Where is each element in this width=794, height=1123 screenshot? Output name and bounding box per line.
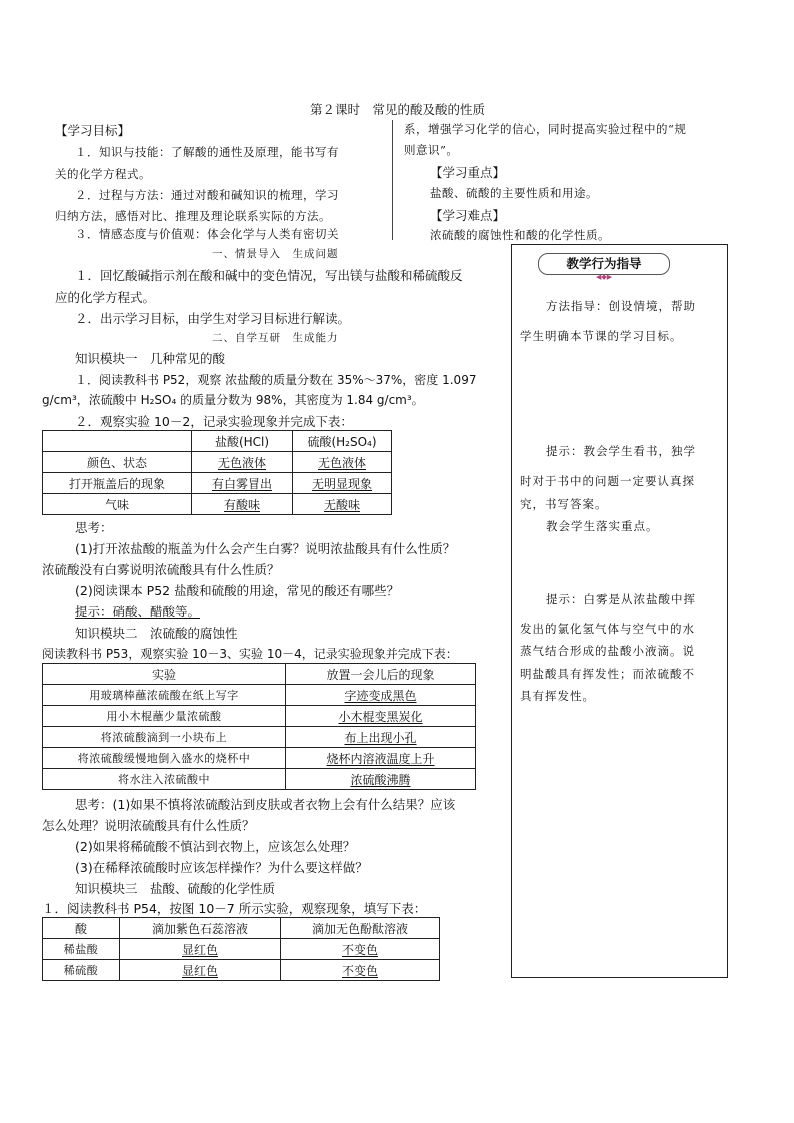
table-header-cell: 放置一会儿后的现象 [286,664,476,685]
goal-text-line: ３．情感态度与价值观：体会化学与人类有密切关 [75,227,339,241]
table-cell: 颜色、状态 [43,452,192,473]
question-line: (1)打开浓盐酸的瓶盖为什么会产生白雾？说明浓盐酸具有什么性质？ [75,541,456,556]
table-cell: 气味 [43,494,192,515]
page-title: 第２课时 常见的酸及酸的性质 [310,102,486,117]
key-point-text: 盐酸、硫酸的主要性质和用途。 [430,186,598,200]
table-cell: 将浓硫酸滴到一小块布上 [43,727,286,748]
difficulty-heading: 【学习难点】 [430,208,506,223]
module-title: 知识模块一 几种常见的酸 [75,351,226,366]
table-row [43,939,440,960]
answer-cell: 布上出现小孔 [286,727,476,748]
table-cell: 用玻璃棒蘸浓硫酸在纸上写字 [43,685,286,706]
guide-text-line: 究，书写答案。 [520,497,608,511]
guide-text-line: 明盐酸具有挥发性；而浓硫酸不 [520,667,695,681]
table-row [43,748,476,769]
teaching-guide-badge: 教学行为指导 [538,253,670,275]
answer-cell: 有白雾冒出 [192,473,293,494]
hint-line: 提示：硝酸、醋酸等。 [75,604,201,619]
answer-cell: 无明显现象 [293,473,392,494]
table-row [43,727,476,748]
guide-text-line: 提示：教会学生看书，独学 [546,444,696,458]
key-point-heading: 【学习重点】 [430,165,506,180]
body-line: １．阅读教科书 P52，观察 浓盐酸的质量分数在 35%～37%，密度 1.097 [75,373,477,387]
table-cell: 打开瓶盖后的现象 [43,473,192,494]
table-cell: 将浓硫酸缓慢地倒入盛水的烧杯中 [43,748,286,769]
table-cell: 稀盐酸 [43,939,120,960]
body-line: １．回忆酸碱指示剂在酸和碱中的变色情况，写出镁与盐酸和稀硫酸反 [75,268,463,283]
answer-cell: 不变色 [281,939,440,960]
body-line: 阅读教科书 P53，观察实验 10－3、实验 10－4，记录实验现象并完成下表： [42,647,458,661]
section-heading: 二、自学互研 生成能力 [212,332,339,344]
table-header-cell: 酸 [43,918,120,939]
table-header-cell: 实验 [43,664,286,685]
table-header-cell: 滴加紫色石蕊溶液 [120,918,281,939]
guide-text-line: 发出的氯化氢气体与空气中的水 [520,622,695,636]
module-title: 知识模块三 盐酸、硫酸的化学性质 [75,881,276,896]
body-line: 应的化学方程式。 [55,290,156,305]
indicator-table [42,917,440,981]
body-line: g/cm³，浓硫酸中 H₂SO₄ 的质量分数为 98%，其密度为 1.84 g/cm³。 [42,393,424,407]
table-cell: 稀硫酸 [43,960,120,981]
goal-text-line: 则意识”。 [404,143,459,157]
table-header-row [43,431,392,452]
table-row [43,685,476,706]
module-title: 知识模块二 浓硫酸的腐蚀性 [75,626,238,641]
acid-properties-table [42,430,392,515]
table-row [43,473,392,494]
section-heading: 一、情景导入 生成问题 [212,248,339,260]
table-header-cell: 滴加无色酚酞溶液 [281,918,440,939]
table-header-cell: 盐酸(HCl) [192,431,293,452]
guide-text-line: 方法指导：创设情境，帮助 [546,299,696,313]
table-header-row [43,918,440,939]
body-line: ２．观察实验 10－2，记录实验现象并完成下表： [75,414,353,429]
teaching-guide-box [511,244,728,978]
answer-cell: 字迹变成黑色 [286,685,476,706]
guide-text-line: 教会学生落实重点。 [546,519,659,533]
answer-cell: 浓硫酸沸腾 [286,769,476,790]
guide-text-line: 提示：白雾是从浓盐酸中挥 [546,592,696,606]
body-line: ２．出示学习目标，由学生对学习目标进行解读。 [75,311,351,326]
double-arrow-icon: ◀◆▶ [596,273,613,281]
learning-goals-heading: 【学习目标】 [55,123,131,138]
goal-text-line: １．知识与技能：了解酸的通性及原理，能书写有 [75,145,339,159]
answer-cell: 有酸味 [192,494,293,515]
body-line: １．阅读教科书 P54，按图 10－7 所示实验，观察现象，填写下表： [42,901,427,916]
table-header-cell: 硫酸(H₂SO₄) [293,431,392,452]
answer-cell: 烧杯内溶液温度上升 [286,748,476,769]
table-row [43,960,440,981]
question-line: 思考：(1)如果不慎将浓硫酸沾到皮肤或者衣物上会有什么结果？应该 [75,797,456,812]
answer-cell: 无色液体 [192,452,293,473]
answer-cell: 显红色 [120,960,281,981]
guide-text-line: 学生明确本节课的学习目标。 [520,329,683,343]
question-line: 浓硫酸没有白雾说明浓硫酸具有什么性质？ [42,562,280,577]
question-line: (2)如果将稀硫酸不慎沾到衣物上，应该怎么处理？ [75,839,356,854]
goal-text-line: 系，增强学习化学的信心，同时提高实验过程中的“规 [404,122,687,136]
answer-cell: 小木棍变黑炭化 [286,706,476,727]
think-label: 思考： [75,520,113,535]
table-cell: 用小木棍蘸少量浓硫酸 [43,706,286,727]
table-header-row [43,664,476,685]
answer-cell: 无色液体 [293,452,392,473]
goal-text-line: ２．过程与方法：通过对酸和碱知识的梳理，学习 [75,188,339,202]
guide-text-line: 时对于书中的问题一定要认真探 [520,474,695,488]
guide-text-line: 蒸气结合形成的盐酸小液滴。说 [520,644,695,658]
table-cell: 将水注入浓硫酸中 [43,769,286,790]
table-row [43,452,392,473]
goal-text-line: 关的化学方程式。 [55,167,151,181]
table-header-cell [43,431,192,452]
column-divider [392,120,393,240]
table-row [43,769,476,790]
difficulty-text: 浓硫酸的腐蚀性和酸的化学性质。 [430,228,610,242]
question-line: (3)在稀释浓硫酸时应该怎样操作？为什么要这样做？ [75,860,368,875]
table-row [43,494,392,515]
answer-cell: 无酸味 [293,494,392,515]
question-line: (2)阅读课本 P52 盐酸和硫酸的用途，常见的酸还有哪些？ [75,583,400,598]
answer-cell: 不变色 [281,960,440,981]
answer-cell: 显红色 [120,939,281,960]
goal-text-line: 归纳方法，感悟对比、推理及理论联系实际的方法。 [55,209,331,223]
guide-text-line: 具有挥发性。 [520,689,595,703]
question-line: 怎么处理？说明浓硫酸具有什么性质？ [42,818,255,833]
sulfuric-acid-corrosion-table [42,663,476,790]
table-row [43,706,476,727]
